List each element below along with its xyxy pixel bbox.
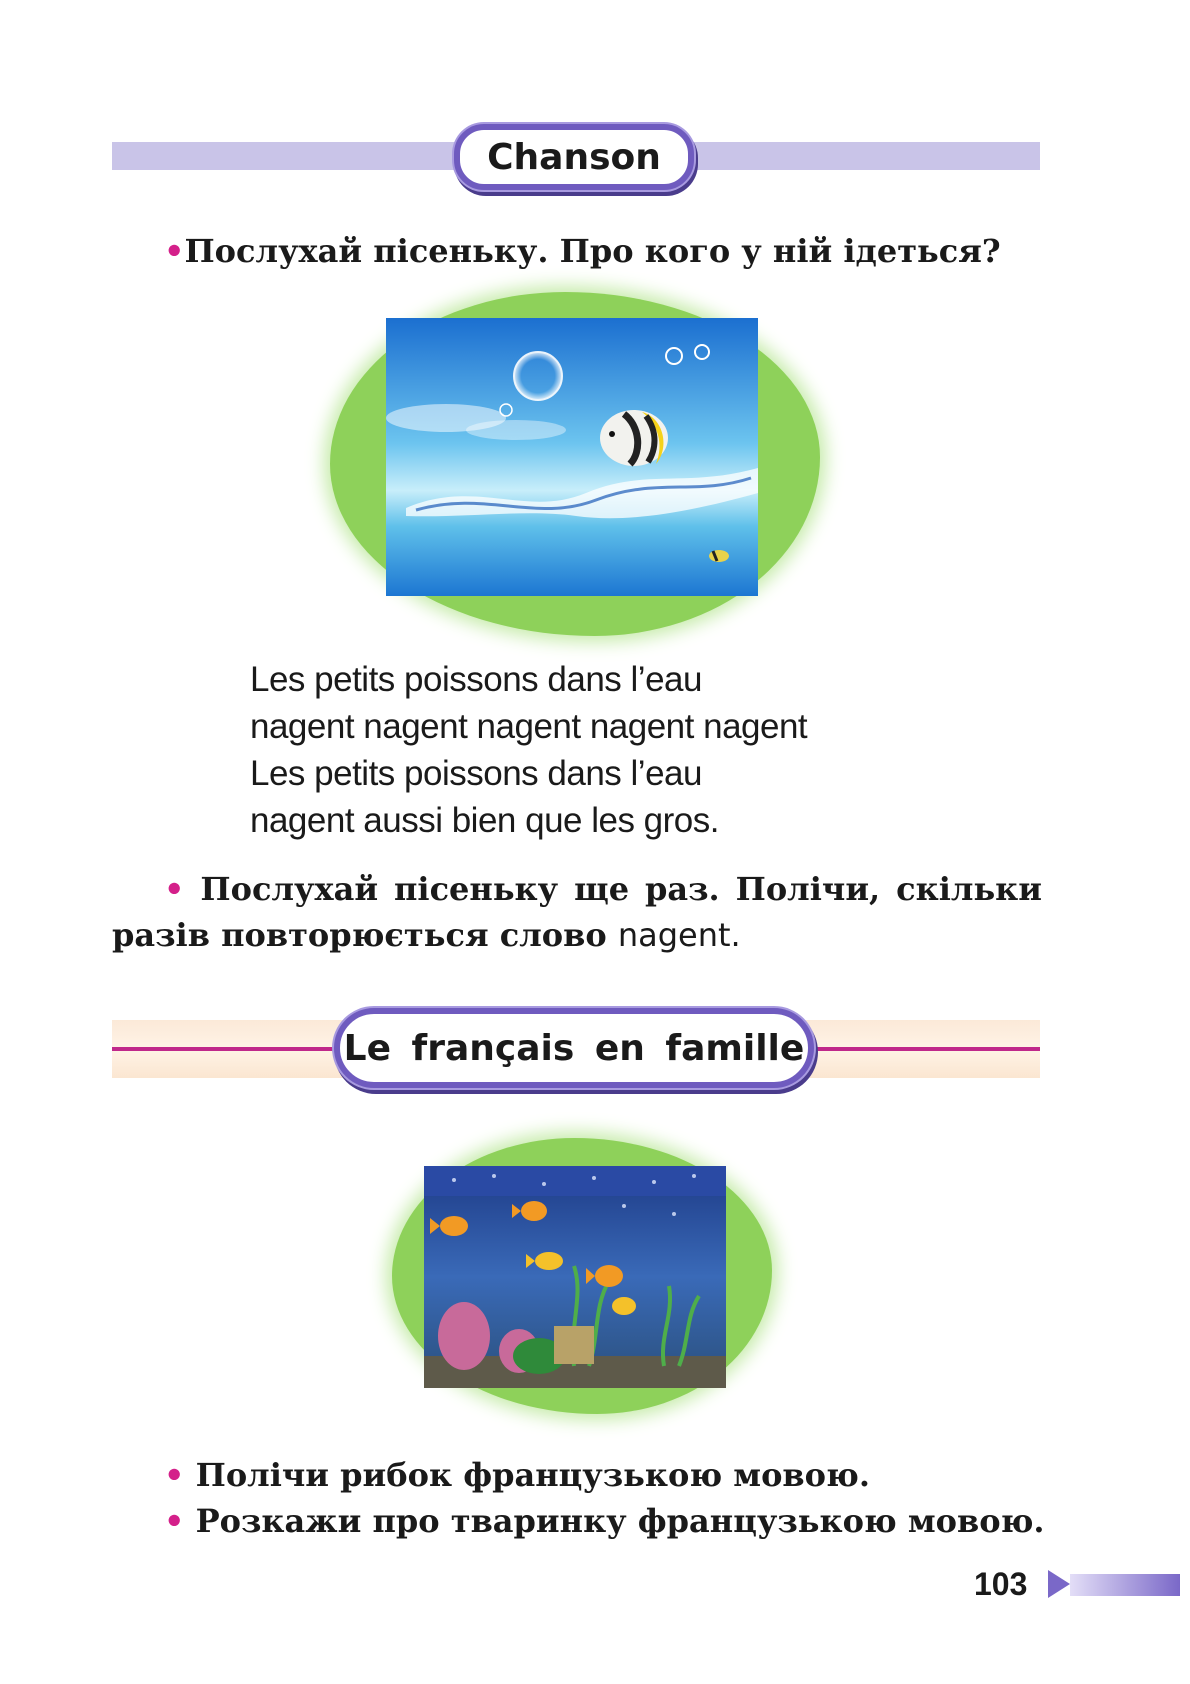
section-title-famille: Le français en famille: [334, 1008, 814, 1088]
song-lyrics: [250, 656, 807, 844]
page-arrow-icon: [1048, 1570, 1070, 1598]
task-count-fish: • Полічи рибок французькою мовою.: [164, 1456, 870, 1494]
fish-over-water-image: [386, 318, 758, 596]
lyrics-line: Les petits poissons dans l’eau: [250, 660, 702, 699]
lyrics-line: nagent nagent nagent nagent nagent: [250, 707, 808, 746]
task-listen-song: •Послухай пісеньку. Про кого у ній ідеться?: [164, 232, 1001, 270]
page-number: 103: [974, 1566, 1028, 1602]
bullet-icon: •: [164, 232, 185, 270]
lyrics-line: nagent aussi bien que les gros.: [250, 801, 719, 840]
bullet-icon: •: [164, 1502, 185, 1540]
lyrics-line: Les petits poissons dans l’eau: [250, 754, 702, 793]
page-number-bar: [1070, 1574, 1180, 1596]
task-listen-again: • Послухай пісеньку ще раз. Полічи, скільки разів повторюється слово nagent.: [112, 870, 1043, 954]
task-describe-animal: • Розкажи про тваринку французькою мовою.: [164, 1502, 1045, 1540]
bullet-icon: •: [164, 870, 185, 908]
section-title-chanson: Chanson: [454, 124, 694, 190]
bullet-icon: •: [164, 1456, 185, 1494]
aquarium-image: [424, 1166, 726, 1388]
